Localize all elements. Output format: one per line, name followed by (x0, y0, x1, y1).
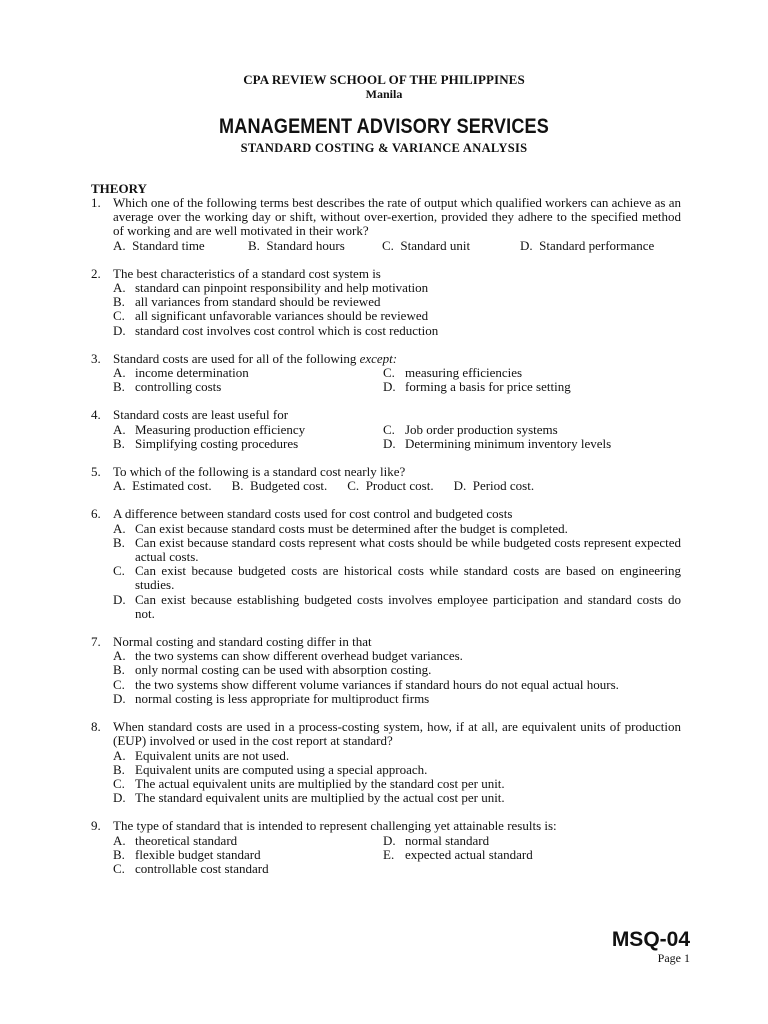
option-a: A. Can exist because standard costs must be determined after the budget is completed. (113, 520, 568, 536)
document-code: MSQ-04 (611, 928, 690, 951)
option-a: A. the two systems can show different overhead budget variances. (113, 648, 463, 664)
school-name: CPA REVIEW SCHOOL OF THE PHILIPPINES (243, 72, 525, 87)
question-text: Standard costs are used for all of the following except: (113, 350, 398, 366)
option-b: B. all variances from standard should be reviewed (113, 294, 381, 310)
option-a: A. theoretical standard (113, 832, 238, 848)
option-c: C. the two systems show different volume variances if standard hours do not equal actual hours. (113, 676, 619, 692)
option-d: D. Period cost. (453, 478, 535, 494)
option-b: B. flexible budget standard (113, 846, 261, 862)
option-a: A. income determination (113, 365, 249, 381)
option-b: B. Budgeted cost. (231, 478, 328, 494)
question-6 (91, 507, 681, 621)
option-a: A. Measuring production efficiency (113, 421, 306, 437)
option-d: D. The standard equivalent units are multiplied by the actual cost per unit. (113, 790, 505, 806)
question-number: 7. (91, 634, 101, 650)
option-d: D. standard cost involves cost control which is cost reduction (113, 322, 439, 338)
question-number: 4. (91, 407, 101, 423)
option-b: B. Standard hours (248, 237, 345, 253)
question-text: A difference between standard costs used for cost control and budgeted costs (113, 506, 513, 522)
question-2 (91, 267, 681, 338)
options-grid (113, 834, 681, 877)
option-d: D. normal costing is less appropriate for multiproduct firms (113, 690, 430, 706)
option-d: D. normal standard (383, 832, 490, 848)
option-c: C. all significant unfavorable variances should be reviewed (113, 308, 429, 324)
question-number: 2. (91, 265, 101, 281)
option-c: C. The actual equivalent units are multiplied by the standard cost per unit. (113, 775, 505, 791)
option-c: C. Standard unit (382, 237, 471, 253)
question-1 (91, 196, 681, 253)
question-text: The type of standard that is intended to represent challenging yet attainable results is: (113, 818, 557, 834)
option-c: C. Product cost. (347, 478, 434, 494)
question-8 (91, 720, 681, 805)
question-text: Which one of the following terms best describes the rate of output which qualified workers can achieve as an average over the working day or shift, without over-exertion, provided they adhere to the specified method of working and are well motivated in their work? (113, 195, 681, 239)
option-d: D. forming a basis for price setting (383, 379, 571, 395)
option-a: A. Standard time (113, 237, 205, 253)
option-d: D. Standard performance (520, 237, 655, 253)
option-a: A. standard can pinpoint responsibility and help motivation (113, 280, 429, 296)
option-c: C. controllable cost standard (113, 860, 269, 876)
option-b: B. Simplifying costing procedures (113, 435, 299, 451)
question-number: 8. (91, 719, 101, 735)
document-title: MANAGEMENT ADVISORY SERVICES (219, 115, 549, 138)
question-text: Standard costs are least useful for (113, 407, 289, 423)
question-4 (91, 408, 681, 451)
option-b: B. Equivalent units are computed using a special approach. (113, 761, 428, 777)
question-5 (91, 465, 681, 493)
options-grid (113, 423, 681, 451)
question-number: 3. (91, 350, 101, 366)
question-text: Normal costing and standard costing differ in that (113, 634, 372, 650)
question-3 (91, 352, 681, 395)
option-b: B. Can exist because standard costs represent what costs should be while budgeted costs represent expected actual costs. (113, 534, 681, 565)
option-a: A. Equivalent units are not used. (113, 747, 290, 763)
option-e: E. expected actual standard (383, 846, 533, 862)
option-d: D. Determining minimum inventory levels (383, 435, 612, 451)
option-d: D. Can exist because establishing budgeted costs involves employee participation and standard costs do not. (113, 591, 681, 621)
emphasis-text: except: (359, 350, 398, 366)
question-list (91, 196, 681, 890)
options-grid (113, 366, 681, 394)
page-number: Page 1 (657, 951, 690, 965)
option-b: B. controlling costs (113, 379, 222, 395)
question-number: 9. (91, 818, 101, 834)
option-c: C. measuring efficiencies (383, 365, 523, 381)
question-number: 6. (91, 506, 101, 522)
school-city: Manila (365, 87, 403, 101)
options-row (113, 479, 681, 493)
options-row (113, 239, 681, 253)
question-text: The best characteristics of a standard cost system is (113, 265, 381, 281)
option-c: C. Can exist because budgeted costs are historical costs while standard costs are based on engineering studies. (113, 563, 681, 593)
option-b: B. only normal costing can be used with absorption costing. (113, 662, 432, 678)
question-text: To which of the following is a standard cost nearly like? (113, 464, 406, 480)
question-number: 1. (91, 195, 101, 210)
question-7 (91, 635, 681, 706)
question-9 (91, 819, 681, 876)
option-a: A. Estimated cost. (113, 478, 212, 494)
document-subtitle: STANDARD COSTING & VARIANCE ANALYSIS (240, 141, 528, 155)
question-number: 5. (91, 464, 101, 480)
section-heading: THEORY (91, 181, 147, 196)
option-c: C. Job order production systems (383, 421, 558, 437)
question-text: When standard costs are used in a process-costing system, how, if at all, are equivalent units of production (EUP) involved or used in the cost report at standard? (113, 719, 681, 749)
